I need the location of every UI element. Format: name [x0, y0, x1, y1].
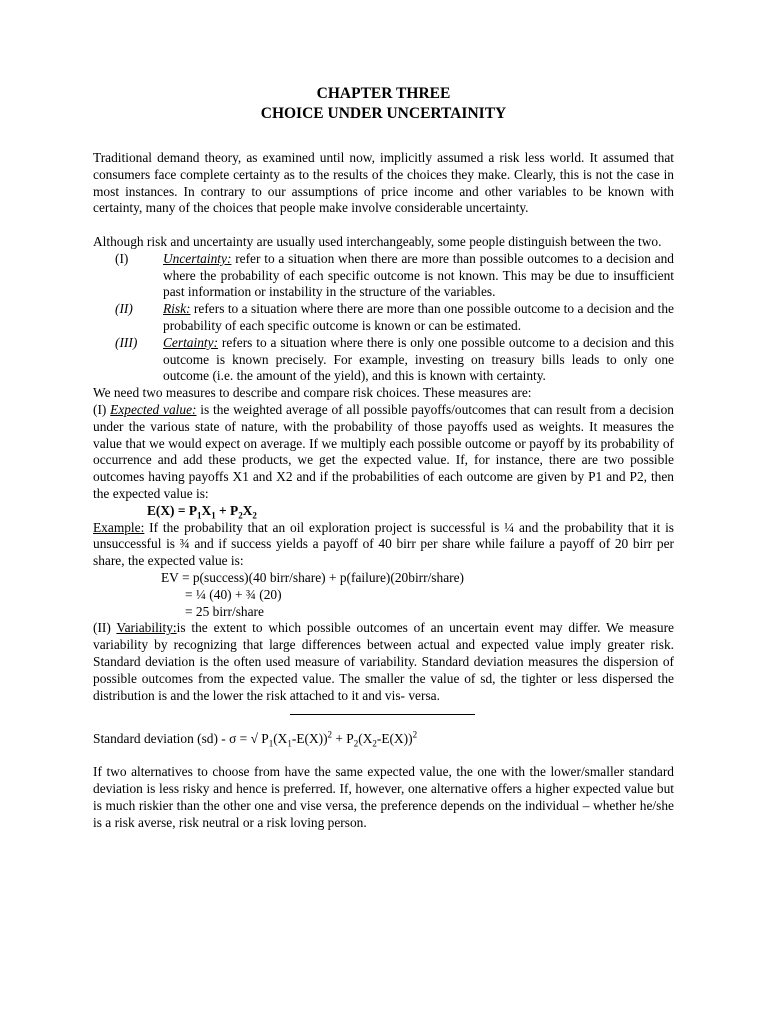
term-text: refers to a situation where there are more than one possible outcome to a decision and the probability of each specific outcome is known or can be estimated. — [163, 301, 674, 333]
conclusion-paragraph: If two alternatives to choose from have the same expected value, the one with the lower/smaller standard deviation is less risky and hence is preferred. If, however, one alternative offers a higher expected value but is much riskier than the other one and vise versa, the preference depends on the individual – whether he/she is a risk averse, risk neutral or a risk loving person. — [93, 764, 674, 830]
list-body — [163, 251, 674, 301]
list-item — [93, 251, 674, 301]
chapter-heading — [93, 84, 674, 124]
term-text: is the weighted average of all possible payoffs/outcomes that can result from a decision under the various state of nature, with the probability of those payoffs used as weights. It measures the value that we would expect on average. If we multiply each possible outcome or payoff by its probability of occurrence and add these products, we get the expected value. If, for instance, there are two possible outcomes having payoffs X1 and X2 and if the probabilities of each outcome are given by P1 and P2, then the expected value is: — [93, 401, 674, 501]
section-prefix: (I) — [93, 401, 111, 417]
list-number: (II) — [115, 301, 133, 317]
calc-line: = ¼ (40) + ¾ (20) — [185, 586, 282, 602]
list-item — [93, 335, 674, 385]
std-dev-formula — [93, 708, 674, 756]
list-item — [93, 301, 674, 335]
measures-intro: We need two measures to describe and compare risk choices. These measures are: — [93, 385, 532, 401]
chapter-number: CHAPTER THREE — [316, 85, 451, 102]
example-label: Example: — [93, 519, 145, 535]
variability-paragraph — [93, 620, 674, 704]
intro-paragraph: Traditional demand theory, as examined until now, implicitly assumed a risk less world. It assumed that consumers face complete certainty as to the results of the choices they make. Clearly, this is not the case in most instances. In contrary to our assumptions of price income and other variables to be known with certainty, many of the choices that people make involve considerable uncertainty. — [93, 150, 674, 216]
list-number: (III) — [115, 334, 138, 350]
term-text: refer to a situation when there are more than possible outcomes to a decision and where the probability of each specific outcome is not known. This may be due to insufficient past information or instability in the structure of the variables. — [163, 250, 674, 300]
expected-value-paragraph — [93, 402, 674, 503]
list-body — [163, 301, 674, 335]
example-text: If the probability that an oil exploration project is successful is ¼ and the probability that it is unsuccessful is ¾ and if success yields a payoff of 40 birr per share while failure a payoff of 20 birr per share, the expected value is: — [93, 519, 674, 569]
expected-value-formula: $E(X) = P_1X_1 + P_2X_2$ — [147, 502, 257, 521]
radical-overline — [290, 714, 475, 715]
term-label: Risk: — [163, 301, 191, 317]
term-label: Variability: — [116, 620, 177, 636]
list-body — [163, 335, 674, 385]
term-text: refers to a situation where there is only one possible outcome to a decision and this outcome is known precisely. For example, investing on treasury bills leads to only one outcome (i.e. the amount of the yield), and this is known with certainty. — [163, 334, 674, 384]
document-page — [93, 84, 674, 831]
risk-uncertainty-paragraph: Although risk and uncertainty are usually used interchangeably, some people distinguish between the two. — [93, 233, 662, 249]
term-label: Certainty: — [163, 334, 219, 350]
calc-line: EV = p(success)(40 birr/share) + p(failure)(20birr/share) — [161, 569, 465, 585]
calc-line: = 25 birr/share — [185, 603, 264, 619]
term-text: is the extent to which possible outcomes of an uncertain event may differ. We measure variability by recognizing that large differences between actual and expected value imply greater risk. Standard deviation is the often used measure of variability. Standard deviation measures the dispersion of possible outcomes from the expected value. The smaller the value of sd, the tighter or less dispersed the distribution is and the lower the risk attached to it and vis- versa. — [93, 620, 674, 703]
std-dev-equation: Standard deviation (sd) - σ = √ $P_1(X_1-E(X))^2 + P_2(X_2-E(X))^2$ — [93, 729, 418, 749]
chapter-title: CHOICE UNDER UNCERTAINITY — [260, 105, 507, 122]
term-label: Expected value: — [110, 401, 197, 417]
example-calculation — [93, 570, 674, 620]
definition-list — [93, 251, 674, 385]
list-number: (I) — [115, 250, 129, 266]
section-prefix: (II) — [93, 620, 117, 636]
example-paragraph — [93, 520, 674, 570]
term-label: Uncertainty: — [163, 250, 232, 266]
